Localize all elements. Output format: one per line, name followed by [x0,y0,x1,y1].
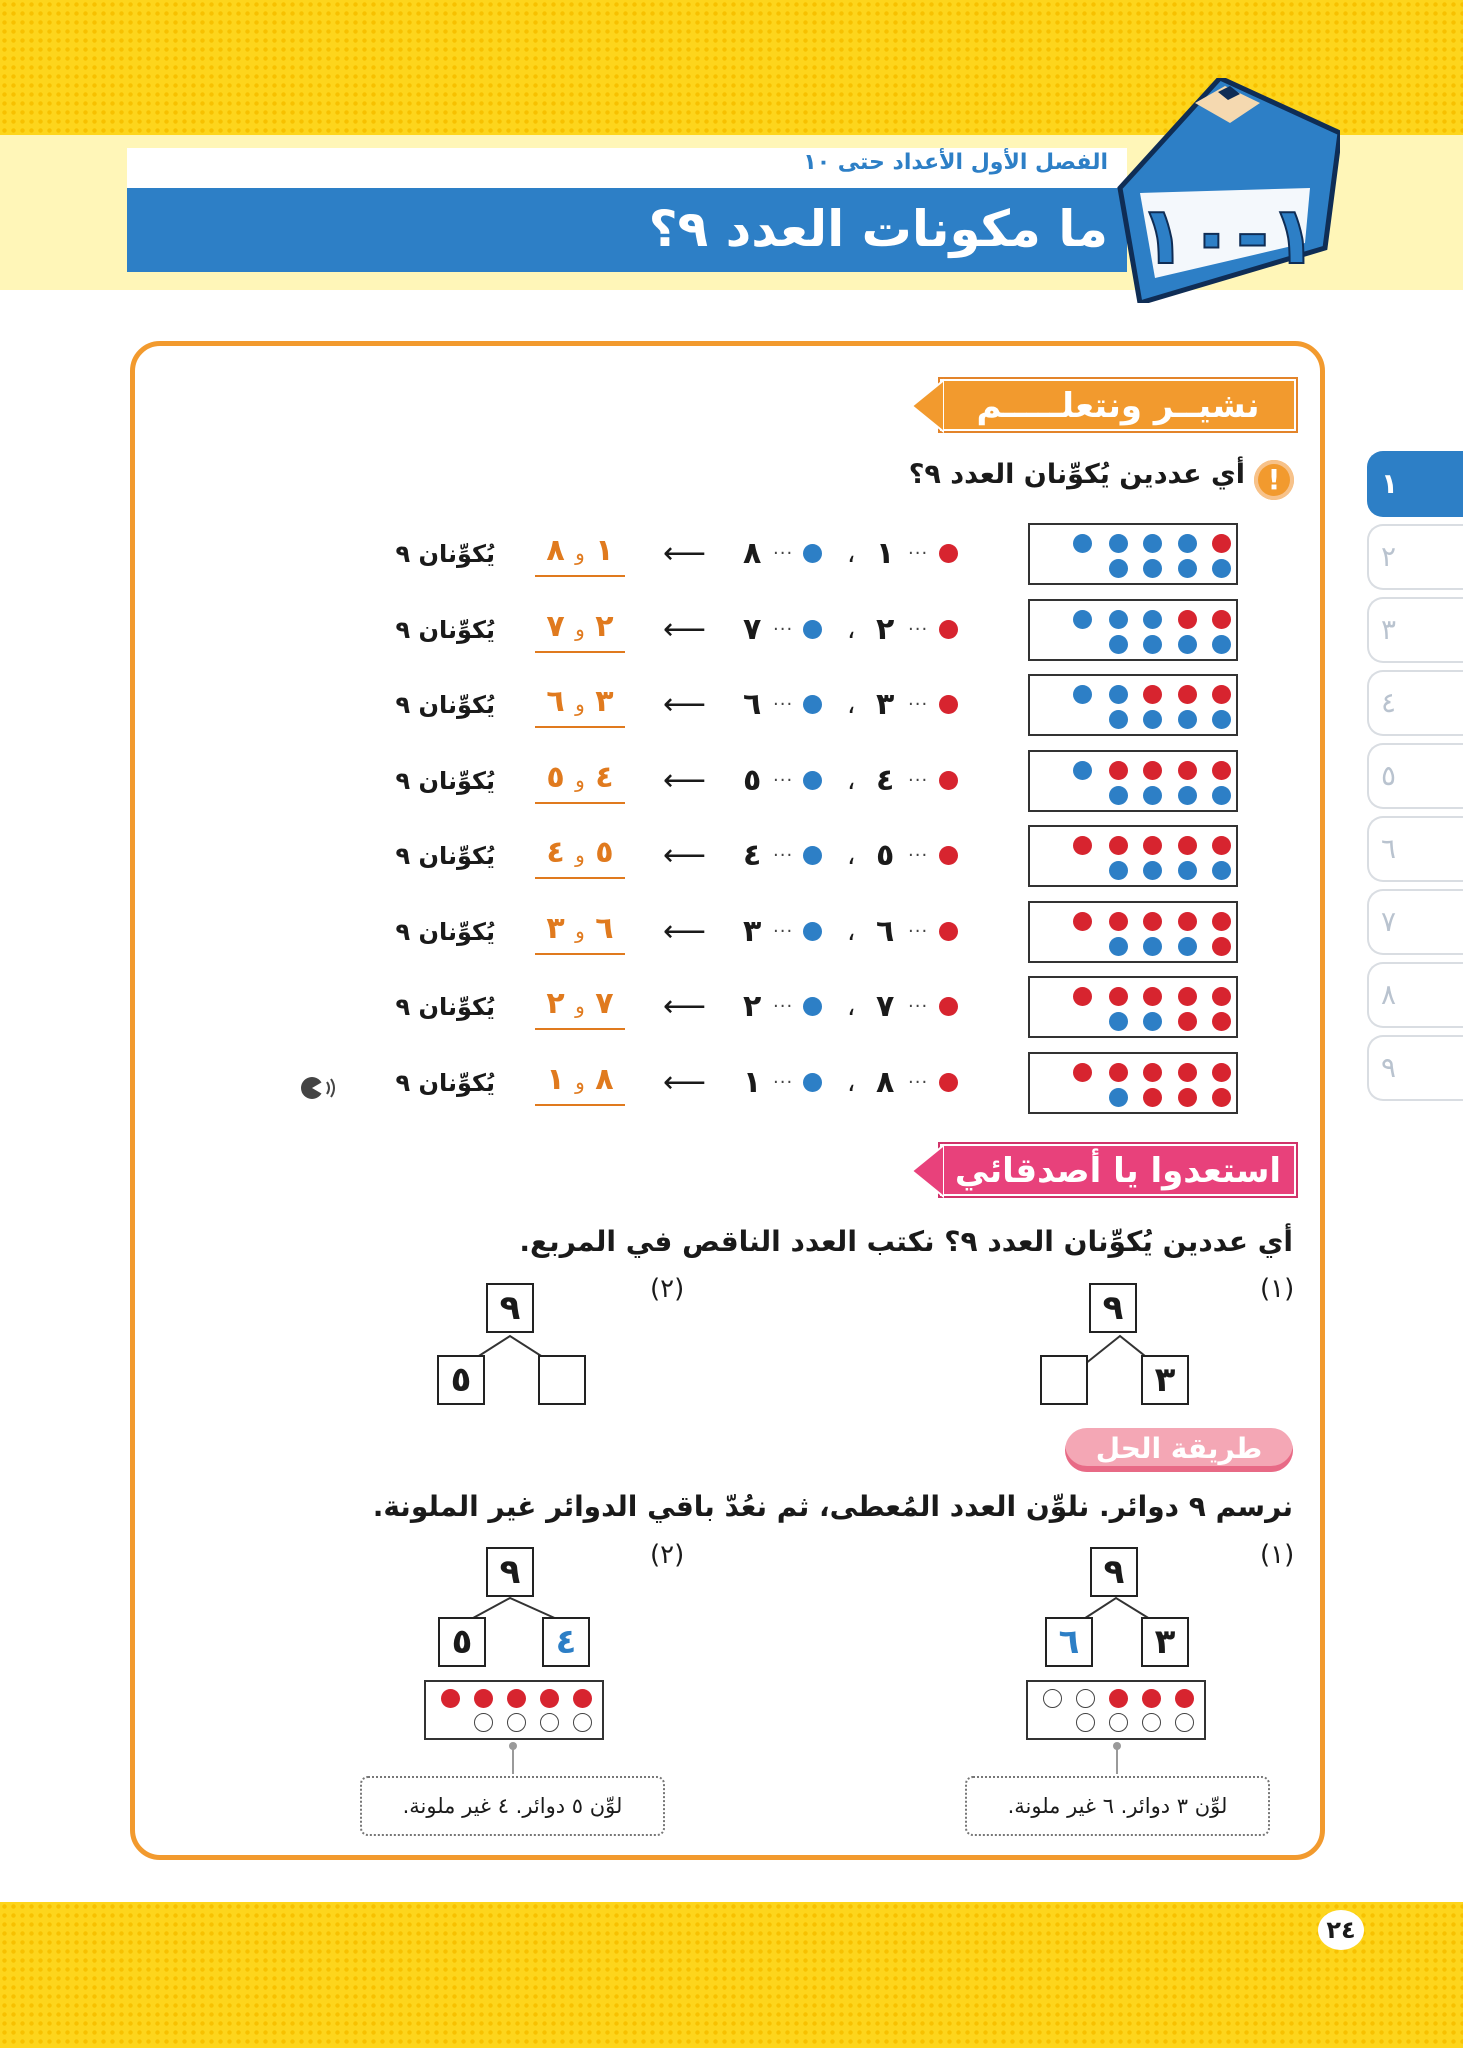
circle-frame [424,1680,604,1740]
red-dot [1178,761,1197,780]
pair-first: ٣ [595,684,614,719]
red-count: ٧ [876,989,895,1024]
colored-circle [441,1689,460,1708]
dot-frame [1028,750,1238,812]
blue-dot [1178,559,1197,578]
number-pair [535,1060,625,1106]
red-dot [1073,912,1092,931]
red-dot [1212,912,1231,931]
dot-frame [1028,523,1238,585]
answer-box: ٦ [1045,1617,1093,1667]
arrow-left-icon: ⟵ [663,838,707,873]
blue-dot [1143,937,1162,956]
side-tab-label: ٣ [1381,613,1397,646]
blue-dot [1178,635,1197,654]
blue-dot [1178,786,1197,805]
pair-first: ٥ [595,835,614,870]
blue-dot [1109,559,1128,578]
list-item [280,599,1240,661]
red-dot [1073,1063,1092,1082]
dotted-leader: ··· [773,920,794,942]
blue-dot [1212,559,1231,578]
red-dot [939,846,958,865]
red-dot [1073,836,1092,855]
list-item [280,976,1240,1038]
empty-circle [474,1713,493,1732]
blue-dot [1109,685,1128,704]
pair-first: ١ [595,533,614,568]
arrow-left-icon: ⟵ [663,1064,707,1100]
red-dot [939,771,958,790]
dotted-leader: ··· [773,845,794,866]
arrow-left-icon: ⟵ [663,913,707,949]
blue-dot [1109,610,1128,629]
dotted-leader: ··· [908,1071,929,1093]
given-box: ٣ [1141,1617,1189,1667]
red-dot [1178,610,1197,629]
whole-box: ٩ [486,1547,534,1597]
blue-dot [803,846,822,865]
red-dot [1178,987,1197,1006]
blue-dot [1212,861,1231,880]
colored-circle [1109,1689,1128,1708]
answer-box: ٤ [542,1617,590,1667]
dotted-leader: ··· [908,996,929,1017]
red-dot [939,620,958,639]
item-label: (٢) [650,1540,685,1570]
pair-and: و [575,843,585,867]
blue-dot [803,544,822,563]
pair-second: ٣ [546,910,565,946]
blue-dot [1143,559,1162,578]
blue-dot [1212,635,1231,654]
pair-and: و [575,541,585,565]
blue-dot [1212,710,1231,729]
item-label: (١) [1260,1274,1295,1304]
list-item [280,901,1240,963]
red-dot [1109,912,1128,931]
makes-nine-label: يُكوِّنان ٩ [395,540,495,568]
ready-banner: استعدوا يا أصدقائي [940,1144,1296,1196]
makes-nine-label: يُكوِّنان ٩ [395,993,495,1021]
given-box: ٥ [438,1617,486,1667]
dot-frame [1028,674,1238,736]
side-tab-1[interactable] [1367,451,1463,517]
comma-separator: ، [847,765,856,796]
list-item [280,750,1240,812]
red-dot [1143,1063,1162,1082]
learn-question: أي عددين يُكوِّنان العدد ٩؟ [908,459,1245,490]
answer-input-box[interactable] [1040,1355,1088,1405]
pair-first: ٦ [595,910,614,946]
blue-dot [1143,534,1162,553]
red-dot [1143,761,1162,780]
red-dot [1178,1063,1197,1082]
empty-circle [1109,1713,1128,1732]
side-tab-8[interactable] [1367,962,1463,1028]
makes-nine-label: يُكوِّنان ٩ [395,1068,495,1097]
answer-input-box[interactable] [538,1355,586,1405]
chapter-label: الفصل الأول الأعداد حتى ١٠ [803,150,1108,175]
red-dot [1178,912,1197,931]
solution-note: لوِّن ٥ دوائر. ٤ غير ملونة. [360,1776,665,1836]
blue-dot [1073,761,1092,780]
comma-separator: ، [847,690,856,720]
blue-dot [1178,534,1197,553]
pair-and: و [575,692,585,716]
comma-separator: ، [847,1067,856,1098]
blue-dot [1143,861,1162,880]
connector-line [508,1740,518,1776]
red-dot [1212,937,1231,956]
number-pair [535,531,625,577]
empty-circle [1043,1689,1062,1708]
red-dot [1212,1063,1231,1082]
solution-note: لوِّن ٣ دوائر. ٦ غير ملونة. [965,1776,1270,1836]
blue-dot [1178,861,1197,880]
empty-circle [507,1713,526,1732]
red-dot [1109,987,1128,1006]
side-tab-label: ٧ [1381,905,1397,938]
empty-circle [1175,1713,1194,1732]
item-label: (١) [1260,1540,1295,1570]
dotted-leader: ··· [773,618,794,640]
blue-dot [803,695,822,714]
dot-frame [1028,825,1238,887]
red-count: ٤ [876,762,895,798]
item-label: (٢) [650,1274,685,1304]
blue-dot [1073,534,1092,553]
number-pair [535,833,625,879]
number-pair [535,682,625,728]
blue-count: ٤ [743,838,762,873]
pair-second: ٢ [546,986,565,1021]
red-dot [939,544,958,563]
red-dot [939,695,958,714]
red-count: ٦ [876,913,895,949]
red-dot [1178,1012,1197,1031]
ready-instruction: أي عددين يُكوِّنان العدد ٩؟ نكتب العدد الناقص في المربع. [519,1225,1293,1258]
red-dot [1212,534,1231,553]
connector-line [1112,1740,1122,1776]
dotted-leader: ··· [908,694,929,715]
banner-arrow-icon [908,1143,944,1199]
blue-count: ٦ [743,687,762,722]
makes-nine-label: يُكوِّنان ٩ [395,766,495,795]
red-dot [1143,685,1162,704]
makes-nine-label: يُكوِّنان ٩ [395,691,495,719]
page-number: ٢٤ [1318,1910,1364,1950]
part-box: ٣ [1141,1355,1189,1405]
learn-banner: نشيــر ونتعلـــــم [940,379,1296,431]
red-count: ٥ [876,838,895,873]
whole-box: ٩ [1089,1283,1137,1333]
red-dot [1212,685,1231,704]
side-tab-label: ٥ [1381,759,1397,792]
blue-dot [1143,1012,1162,1031]
list-item [280,1052,1240,1114]
blue-count: ٧ [743,611,762,647]
solution-pill: طريقة الحل [1065,1428,1293,1472]
blue-dot [1178,937,1197,956]
makes-nine-label: يُكوِّنان ٩ [395,842,495,870]
blue-dot [803,1073,822,1092]
side-tab-label: ١ [1381,467,1399,500]
page-title: ما مكونات العدد ٩؟ [648,200,1108,258]
arrow-left-icon: ⟵ [663,611,707,647]
solution-instruction: نرسم ٩ دوائر. نلوِّن العدد المُعطى، ثم نعُدّ باقي الدوائر غير الملونة. [372,1490,1293,1523]
side-tab-label: ٩ [1381,1051,1397,1084]
red-dot [1212,761,1231,780]
side-tab-9[interactable] [1367,1035,1463,1101]
red-dot [939,1073,958,1092]
list-item [280,523,1240,585]
arrow-left-icon: ⟵ [663,536,707,571]
red-dot [1143,1088,1162,1107]
red-dot [1109,761,1128,780]
colored-circle [573,1689,592,1708]
blue-dot [1109,534,1128,553]
blue-dot [1109,1088,1128,1107]
pair-second: ٥ [546,759,565,795]
red-dot [1178,836,1197,855]
side-tab-4[interactable] [1367,670,1463,736]
dot-frame [1028,976,1238,1038]
empty-circle [1076,1713,1095,1732]
empty-circle [540,1713,559,1732]
blue-count: ٥ [743,762,762,798]
blue-dot [803,620,822,639]
side-tab-label: ٦ [1381,832,1397,865]
colored-circle [474,1689,493,1708]
colored-circle [540,1689,559,1708]
red-dot [1073,987,1092,1006]
blue-count: ٣ [743,913,762,949]
blue-dot [803,771,822,790]
dotted-leader: ··· [773,1071,794,1093]
arrow-left-icon: ⟵ [663,989,707,1024]
blue-dot [803,922,822,941]
exclamation-icon: ! [1254,460,1294,500]
blue-dot [1109,1012,1128,1031]
pair-first: ٨ [595,1061,614,1097]
bottom-decorative-band [0,1902,1463,2048]
blue-count: ٢ [743,989,762,1024]
whole-box: ٩ [486,1283,534,1333]
dot-frame [1028,599,1238,661]
comma-separator: ، [847,992,856,1022]
dotted-leader: ··· [773,694,794,715]
side-tab-label: ٨ [1381,978,1397,1011]
colored-circle [507,1689,526,1708]
dot-frame [1028,1052,1238,1114]
pair-second: ١ [546,1061,565,1097]
pair-second: ٨ [546,533,565,568]
blue-dot [803,997,822,1016]
blue-dot [1109,786,1128,805]
red-dot [1212,987,1231,1006]
dot-frame [1028,901,1238,963]
red-dot [939,922,958,941]
red-dot [1143,987,1162,1006]
blue-dot [1178,710,1197,729]
number-pair [535,984,625,1030]
side-tab-label: ٤ [1381,686,1397,719]
red-dot [1109,1063,1128,1082]
speaker-icon[interactable] [298,1073,338,1103]
colored-circle [1142,1689,1161,1708]
red-count: ٢ [876,611,895,647]
red-count: ١ [876,536,895,571]
pair-and: و [575,994,585,1018]
dotted-leader: ··· [908,543,929,564]
side-tab-7[interactable] [1367,889,1463,955]
comma-separator: ، [847,614,856,645]
side-tab-5[interactable] [1367,743,1463,809]
dotted-leader: ··· [908,618,929,640]
side-tab-label: ٢ [1381,540,1397,573]
banner-arrow-icon [908,378,944,434]
dotted-leader: ··· [908,920,929,942]
comma-separator: ، [847,916,856,947]
red-dot [939,997,958,1016]
pair-first: ٧ [595,986,614,1021]
pencil-badge-icon [1100,78,1340,303]
whole-box: ٩ [1090,1547,1138,1597]
dotted-leader: ··· [773,996,794,1017]
number-pair [535,758,625,804]
arrow-left-icon: ⟵ [663,762,707,798]
red-dot [1212,1088,1231,1107]
dotted-leader: ··· [908,769,929,791]
blue-dot [1143,635,1162,654]
pair-second: ٤ [546,835,565,870]
red-dot [1178,685,1197,704]
empty-circle [1076,1689,1095,1708]
pair-and: و [575,616,585,641]
dotted-leader: ··· [773,543,794,564]
red-dot [1212,610,1231,629]
pair-first: ٢ [595,608,614,644]
list-item [280,825,1240,887]
red-dot [1212,1012,1231,1031]
lesson-number: ١-١٠ [1138,189,1318,282]
blue-count: ٨ [743,536,762,571]
empty-circle [573,1713,592,1732]
red-dot [1143,912,1162,931]
empty-circle [1142,1713,1161,1732]
blue-dot [1109,710,1128,729]
pair-and: و [575,1069,585,1094]
side-tab-2[interactable] [1367,524,1463,590]
red-dot [1178,1088,1197,1107]
circle-frame [1026,1680,1206,1740]
makes-nine-label: يُكوِّنان ٩ [395,615,495,644]
red-dot [1143,836,1162,855]
pair-and: و [575,918,585,943]
colored-circle [1175,1689,1194,1708]
number-pair [535,909,625,955]
arrow-left-icon: ⟵ [663,687,707,722]
dotted-leader: ··· [773,769,794,791]
blue-dot [1109,937,1128,956]
red-dot [1109,836,1128,855]
list-item [280,674,1240,736]
blue-dot [1109,861,1128,880]
red-count: ٨ [876,1064,895,1100]
pair-second: ٦ [546,684,565,719]
part-box: ٥ [437,1355,485,1405]
number-pair [535,607,625,653]
comma-separator: ، [847,841,856,871]
blue-dot [1109,635,1128,654]
red-count: ٣ [876,687,895,722]
side-tab-6[interactable] [1367,816,1463,882]
blue-count: ١ [743,1064,762,1100]
dotted-leader: ··· [908,845,929,866]
comma-separator: ، [847,539,856,569]
blue-dot [1073,685,1092,704]
blue-dot [1073,610,1092,629]
blue-dot [1143,710,1162,729]
blue-dot [1143,786,1162,805]
pair-and: و [575,767,585,792]
makes-nine-label: يُكوِّنان ٩ [395,917,495,946]
blue-dot [1143,610,1162,629]
pair-first: ٤ [595,759,614,795]
side-tab-3[interactable] [1367,597,1463,663]
blue-dot [1212,786,1231,805]
red-dot [1212,836,1231,855]
pair-second: ٧ [546,608,565,644]
